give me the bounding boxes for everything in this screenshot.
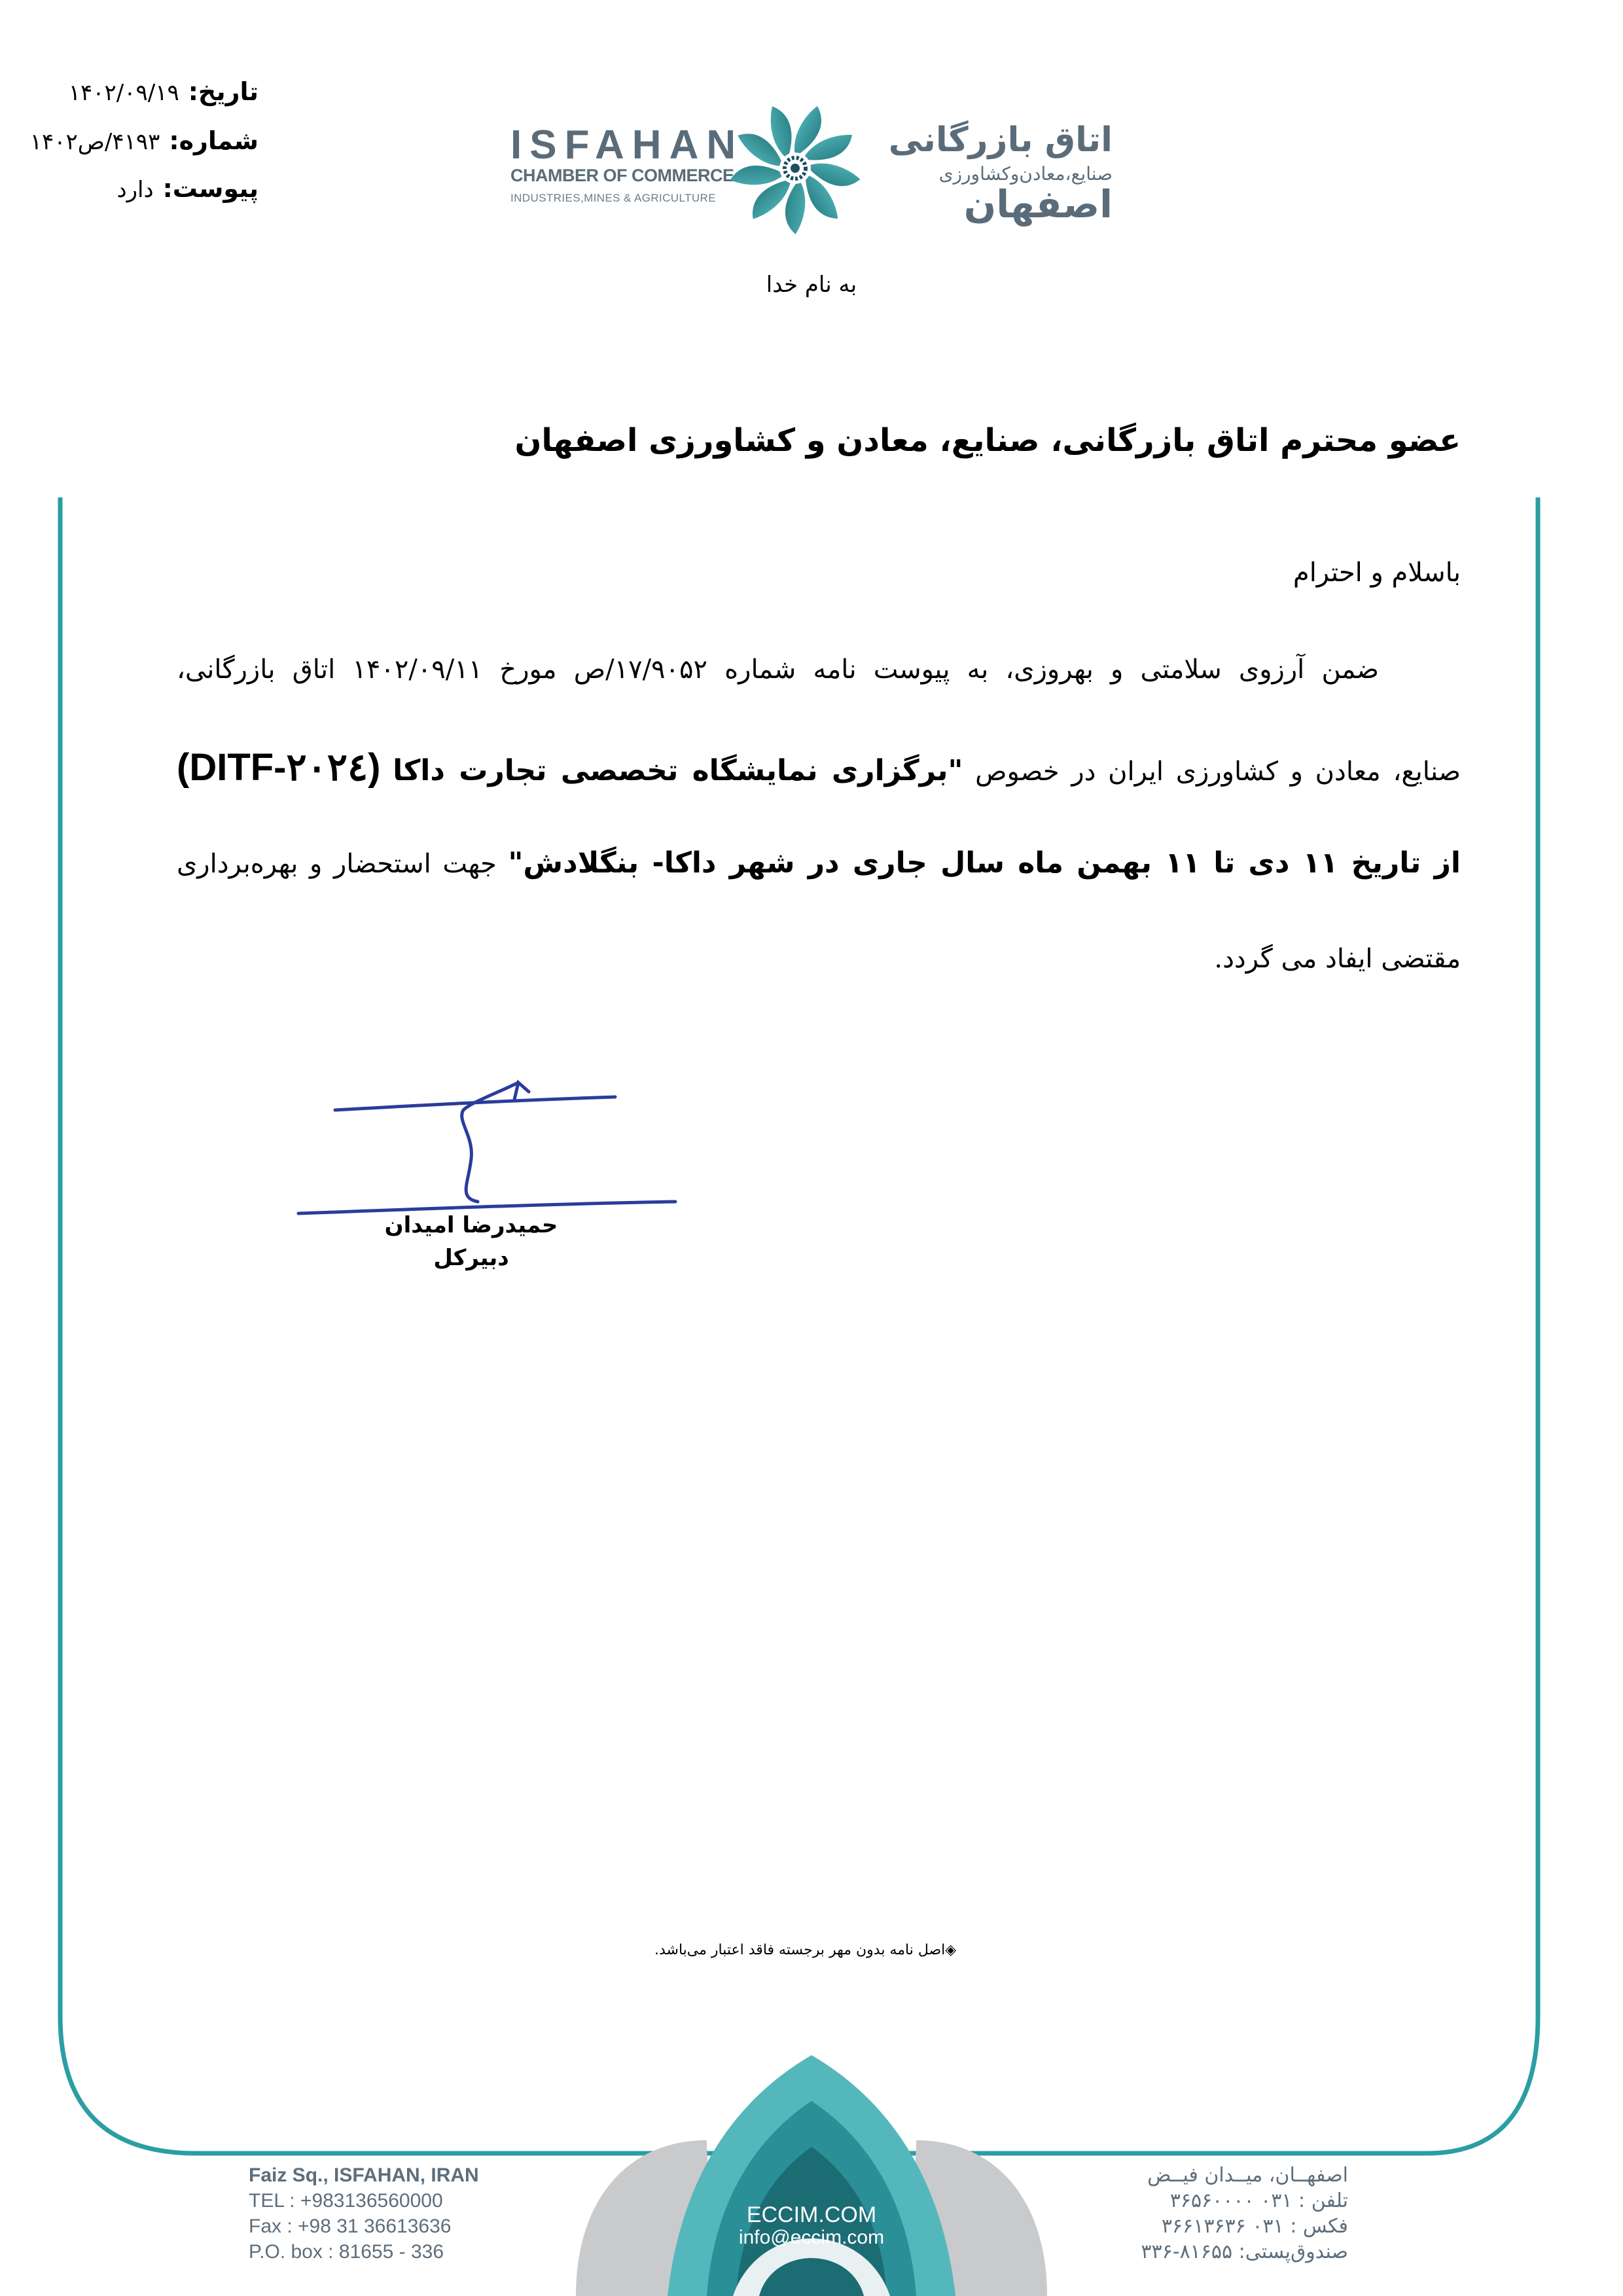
attachment-value: دارد — [116, 177, 154, 203]
letter-greeting: باسلام و احترام — [1293, 558, 1461, 588]
footer-english-contact — [249, 2162, 479, 2265]
letter-line-2-normal: صنایع، معادن و کشاورزی ایران در خصوص — [975, 757, 1461, 787]
footer-persian-address: اصفهــان، میــدان فیــض — [1147, 2164, 1348, 2187]
footer-email[interactable]: info@eccim.com — [738, 2227, 885, 2248]
seal-note-text: اصل نامه بدون مهر برجسته فاقد اعتبار می‌باشد. — [654, 1942, 946, 1958]
letter-line-1: ضمن آرزوی سلامتی و بهروزی، به پیوست نامه شماره ۱۷/۹۰۵۲/ص مورخ ۱۴۰۲/۰۹/۱۱ اتاق بازرگانی، — [177, 655, 1379, 685]
logo-persian-line-2: صنایع،معادن‌وکشاورزی — [938, 163, 1113, 185]
footer-website[interactable]: ECCIM.COM — [746, 2202, 877, 2227]
letter-exhibition-dates: از تاریخ ۱۱ دی تا ۱۱ بهمن ماه سال جاری در شهر داکا- بنگلادش" — [508, 846, 1461, 880]
date-label: تاریخ: — [188, 77, 259, 106]
number-value: ۴۱۹۳/ص۱۴۰۲ — [29, 129, 160, 155]
logo-english-subtitle: CHAMBER OF COMMERCE — [510, 166, 734, 185]
diamond-bullet-icon: ◈ — [945, 1942, 957, 1958]
bismillah: به نام خدا — [766, 272, 857, 298]
footer-flower-artwork — [537, 2042, 1086, 2296]
date-value: ۱۴۰۲/۰۹/۱۹ — [68, 80, 179, 106]
logo-english-name: ISFAHAN — [510, 122, 744, 168]
footer-persian-fax: فکس : ۰۳۱ ۳۶۶۱۳۶۳۶ — [1161, 2215, 1348, 2238]
logo-persian-line-1: اتاق بازرگانی — [888, 120, 1113, 160]
footer-english-fax: Fax : +98 31 36613636 — [249, 2215, 452, 2237]
signatory-name: حمیدرضا امیدان — [384, 1212, 558, 1238]
footer-english-tel: TEL : +983136560000 — [249, 2190, 443, 2212]
signatory-title: دبیرکل — [433, 1245, 509, 1271]
logo-persian-line-3: اصفهان — [963, 182, 1113, 226]
letter-line-3-normal: جهت استحضار و بهره‌برداری — [177, 849, 497, 879]
letter-exhibition-code: (DITF-۲۰۲٤) — [177, 746, 381, 789]
footer-english-pobox: P.O. box : 81655 - 336 — [249, 2241, 444, 2263]
number-label: شماره: — [169, 126, 259, 155]
footer-english-address: Faiz Sq., ISFAHAN, IRAN — [249, 2164, 479, 2186]
attachment-label: پیوست: — [162, 174, 259, 203]
letter-exhibition-title: "برگزاری نمایشگاه تخصصی تجارت داکا — [393, 754, 963, 787]
letter-closing: مقتضی ایفاد می گردد. — [1214, 944, 1461, 974]
addressee: عضو محترم اتاق بازرگانی، صنایع، معادن و کشاورزی اصفهان — [514, 422, 1461, 459]
footer-persian-contact — [1141, 2162, 1348, 2265]
logo-english-subtitle-2: INDUSTRIES,MINES & AGRICULTURE — [510, 192, 716, 204]
footer-persian-tel: تلفن : ۰۳۱ ۳۶۵۶۰۰۰۰ — [1169, 2189, 1348, 2212]
footer-persian-pobox: صندوق‌پستی: ۸۱۶۵۵-۳۳۶ — [1141, 2240, 1348, 2263]
